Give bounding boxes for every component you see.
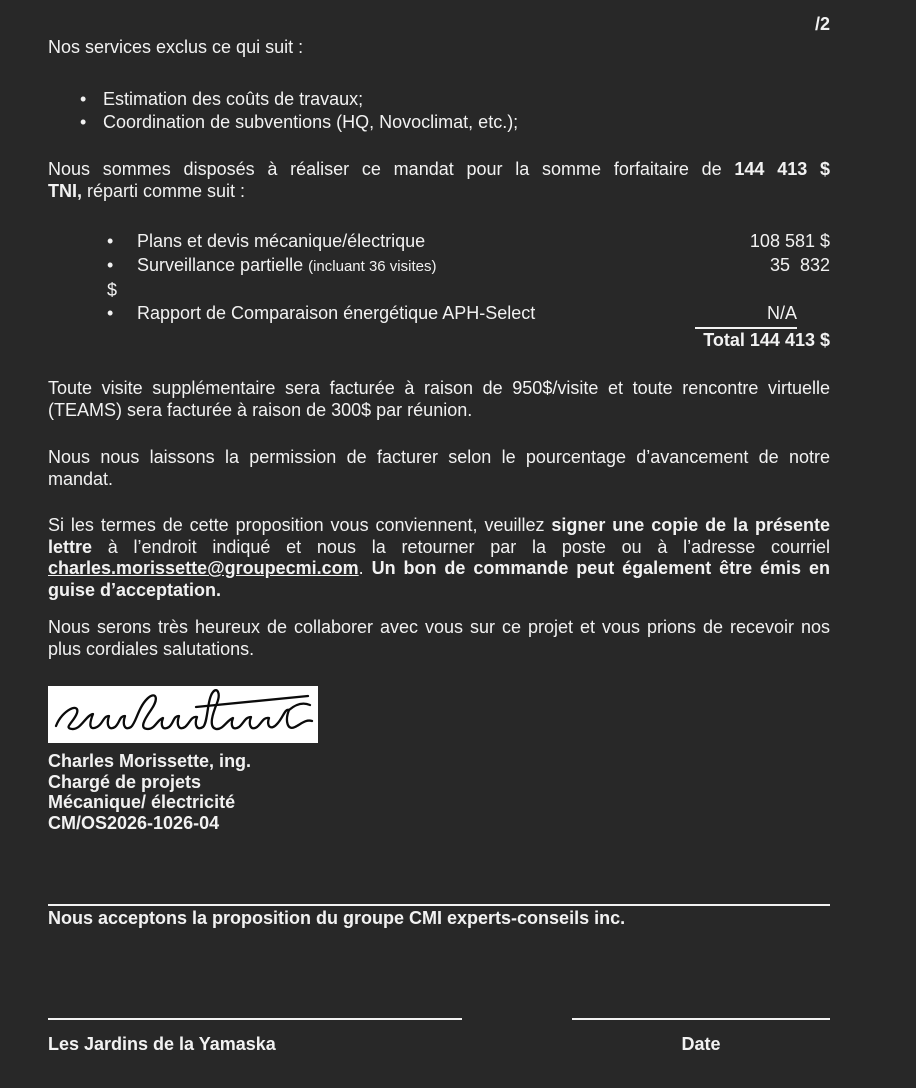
terms-text: . xyxy=(358,558,372,579)
page-number: /2 xyxy=(814,14,830,34)
pricing-amount: 108 581 $ xyxy=(749,231,830,252)
bullet-icon: • xyxy=(107,254,114,275)
pricing-row xyxy=(48,302,830,329)
terms-bold-sign-copy: signer une copie de la présente lettre xyxy=(48,515,830,557)
mandate-line1 xyxy=(48,159,830,181)
bullet-icon: • xyxy=(80,112,87,133)
signer-role: Chargé de projets xyxy=(48,771,202,792)
signature-labels xyxy=(48,1034,830,1056)
client-signature-line xyxy=(48,1018,462,1020)
paragraph-billing: Nous nous laissons la permission de facturer selon le pourcentage d’avancement de notre mandat. xyxy=(48,447,830,489)
acceptance-statement: Nous acceptons la proposition du groupe CMI experts-conseils inc. xyxy=(48,908,626,929)
terms-bold-purchase-order: Un bon de commande peut également être émis en guise d’acceptation. xyxy=(48,558,830,600)
bullet-icon: • xyxy=(107,303,114,324)
pricing-list xyxy=(48,230,830,353)
date-signature-line xyxy=(572,1018,830,1020)
pricing-total: Total 144 413 $ xyxy=(703,330,830,351)
terms-text: à l’endroit indiqué et nous la retourner par la poste ou à l’adresse courriel xyxy=(92,536,830,557)
exclusions-list xyxy=(48,88,830,136)
list-item xyxy=(48,111,830,135)
pricing-label xyxy=(137,254,436,279)
bullet-icon: • xyxy=(107,231,114,252)
signer-name: Charles Morissette, ing. xyxy=(48,751,252,772)
list-item-text: Estimation des coûts de travaux; xyxy=(103,88,364,109)
intro-line: Nos services exclus ce qui suit : xyxy=(48,37,304,57)
signature-image xyxy=(48,686,318,743)
paragraph-closing: Nous serons très heureux de collaborer avec vous sur ce projet et vous prions de recevoir nos plus cordiales salutations. xyxy=(48,617,830,659)
signer-reference: CM/OS2026-1026-04 xyxy=(48,812,220,833)
mandate-text: Nous sommes disposés à réaliser ce mandat pour la somme forfaitaire de xyxy=(48,159,735,180)
date-label: Date xyxy=(681,1033,721,1054)
pricing-amount: N/A xyxy=(695,302,797,329)
bullet-icon: • xyxy=(80,88,87,109)
signer-department: Mécanique/ électricité xyxy=(48,792,236,813)
pricing-label: Plans et devis mécanique/électrique xyxy=(137,231,426,252)
pricing-amount-overflow: $ xyxy=(107,279,118,300)
mandate-amount-suffix: TNI, xyxy=(48,180,82,201)
client-label: Les Jardins de la Yamaska xyxy=(48,1033,276,1054)
pricing-label-text: Surveillance partielle xyxy=(137,254,309,275)
handwritten-signature-icon xyxy=(48,686,318,743)
email-link[interactable]: charles.morissette@groupecmi.com xyxy=(48,558,359,579)
signature-lines xyxy=(48,1018,830,1020)
list-item-text: Coordination de subventions (HQ, Novoclimat, etc.); xyxy=(103,112,519,133)
pricing-label: Rapport de Comparaison énergétique APH-Select xyxy=(137,303,536,324)
paragraph-extra-visits: Toute visite supplémentaire sera facturée à raison de 950$/visite et toute rencontre virtuelle (TEAMS) sera facturée à raison de 300$ par réunion. xyxy=(48,378,830,420)
mandate-paragraph xyxy=(48,159,830,202)
pricing-amount: 35 832 xyxy=(769,254,830,275)
pricing-label-note: (incluant 36 visites) xyxy=(308,257,437,275)
mandate-amount: 144 413 $ xyxy=(734,159,831,180)
signer-block xyxy=(48,751,830,833)
paragraph-terms xyxy=(48,515,830,601)
mandate-line2 xyxy=(48,181,830,203)
list-item xyxy=(48,88,830,112)
pricing-row xyxy=(48,254,830,279)
acceptance-section xyxy=(48,904,830,1055)
pricing-row xyxy=(48,230,830,254)
terms-text: Si les termes de cette proposition vous conviennent, veuillez xyxy=(48,515,552,536)
mandate-text: réparti comme suit : xyxy=(82,180,246,201)
